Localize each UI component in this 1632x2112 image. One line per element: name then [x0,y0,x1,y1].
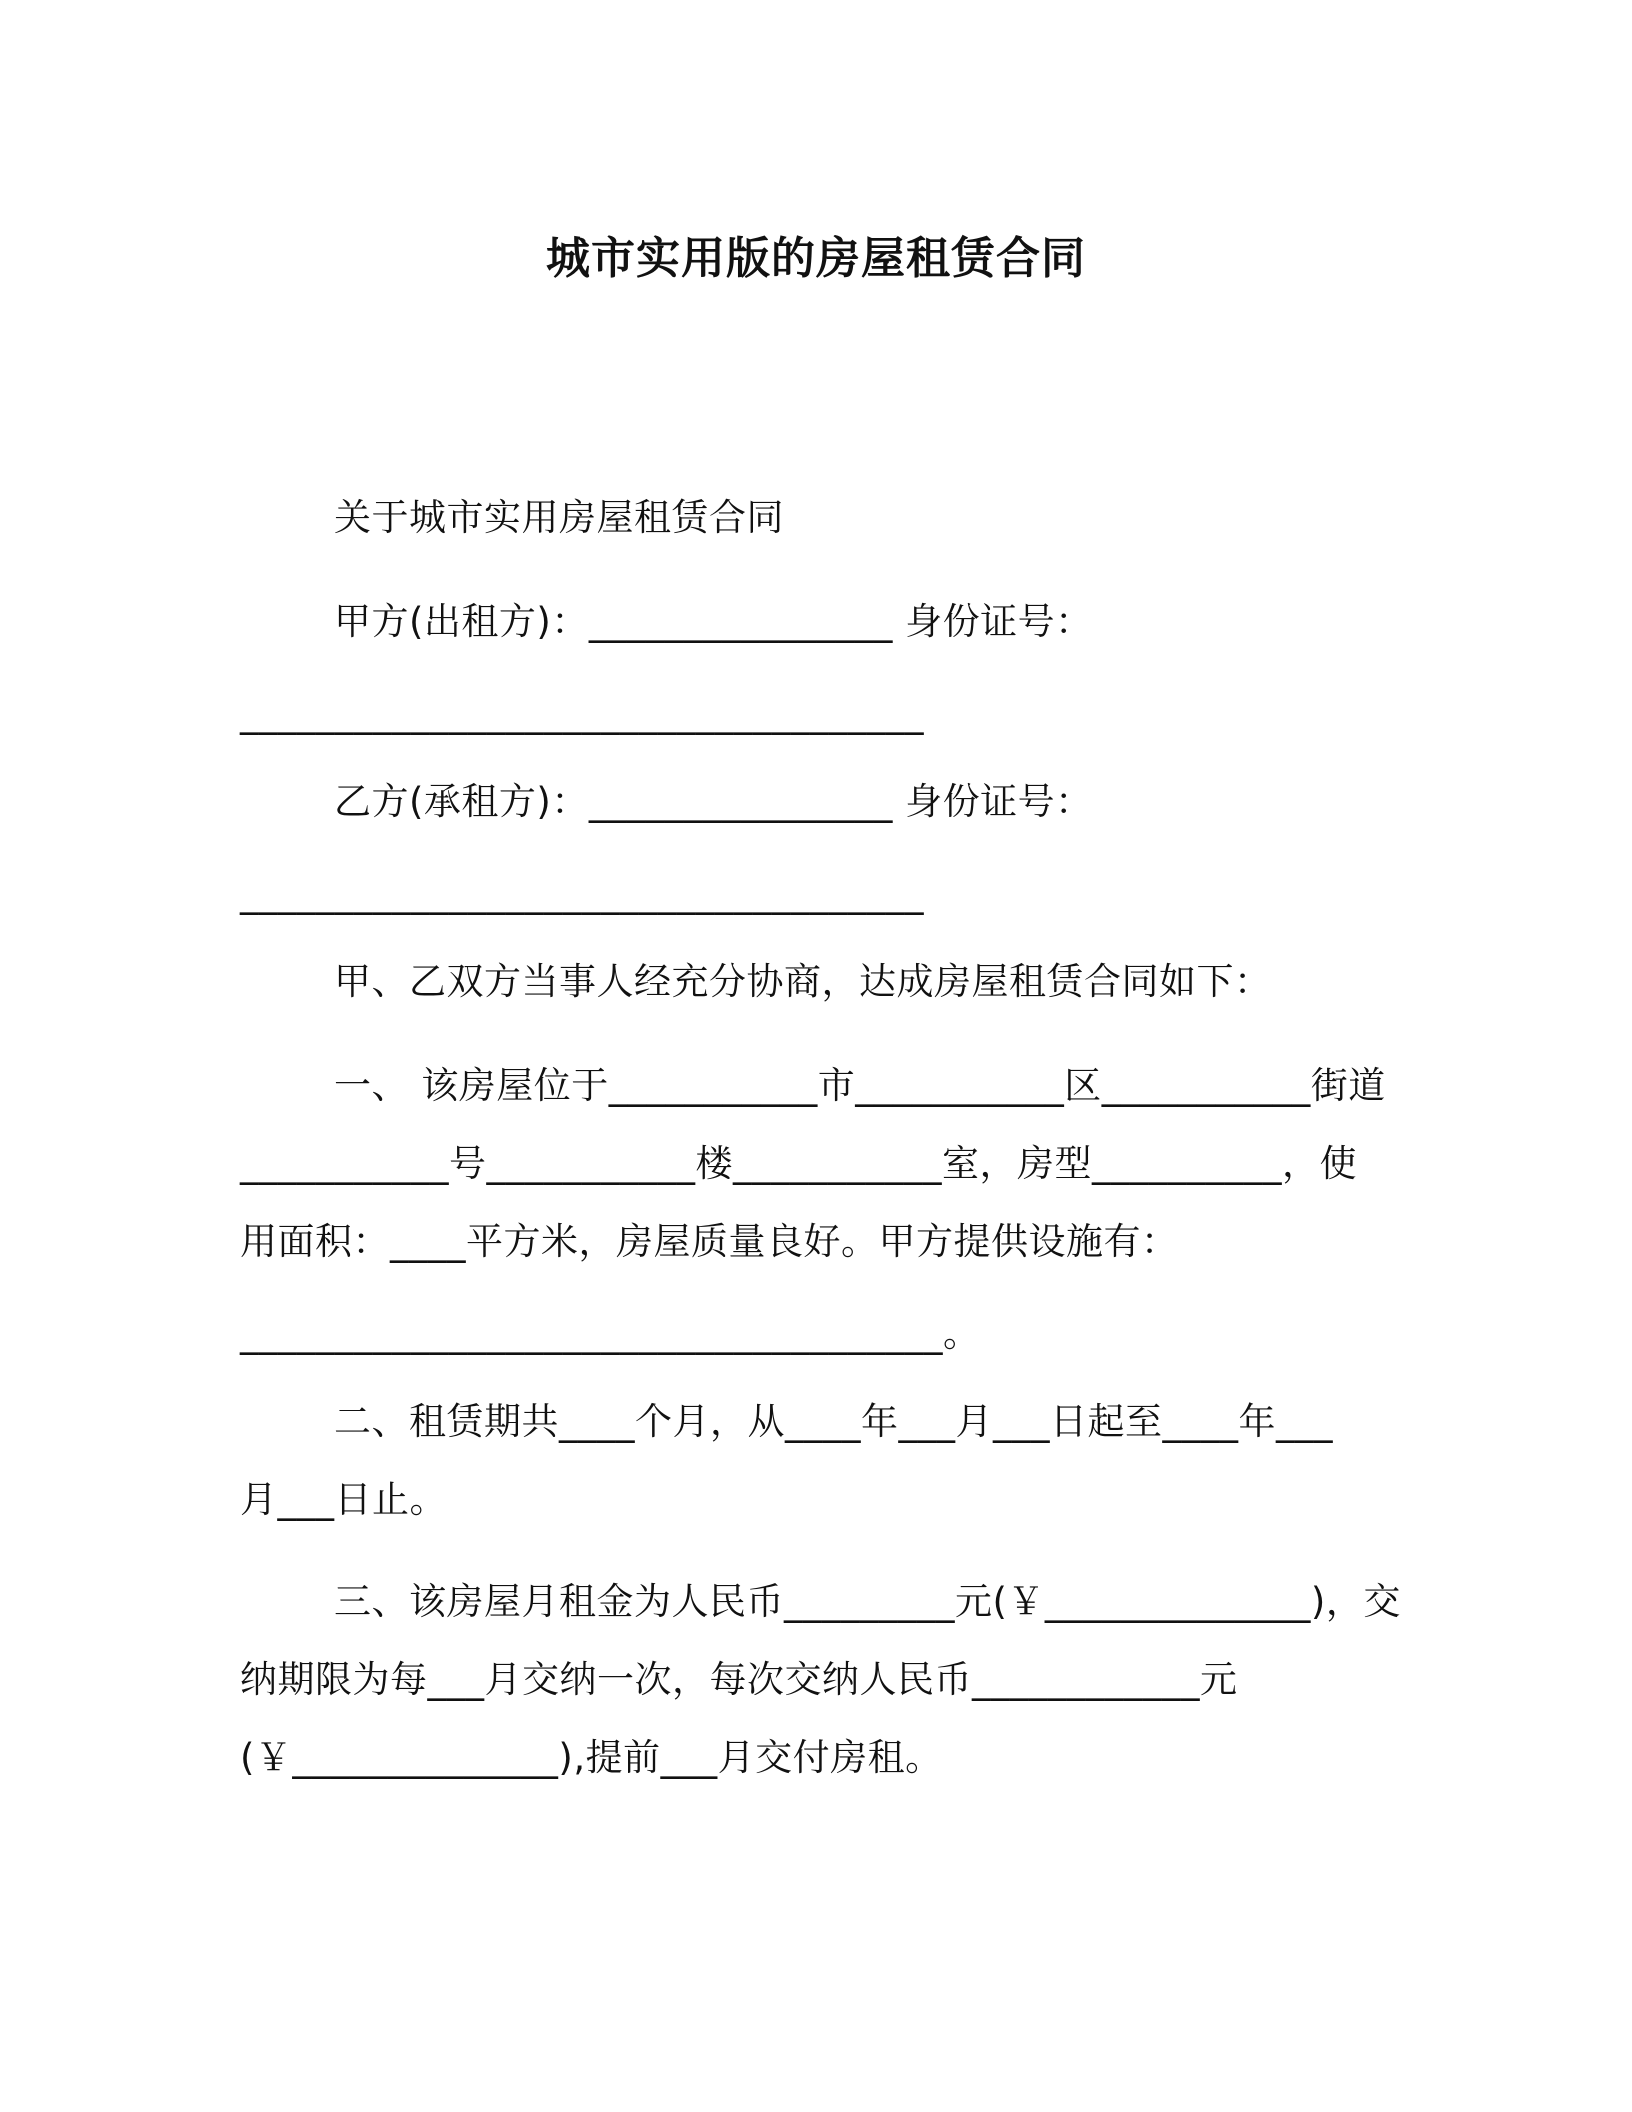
clause-1-line-3: 用面积：____平方米，房屋质量良好。甲方提供设施有： [240,1220,1179,1263]
clause-2-line-2: 月___日止。 [240,1478,447,1521]
clause-1-line-2: ___________号___________楼___________室，房型__________，使 [240,1142,1357,1185]
clause-3-line-2: 纳期限为每___月交纳一次，每次交纳人民币____________元 [240,1658,1238,1701]
party-a-id-blank: ____________________________________ [240,692,924,735]
party-b-id-blank: ____________________________________ [240,872,924,915]
party-a-line: 甲方(出租方)：________________ 身份证号： [334,600,1093,643]
clause-3-line-1: 三、该房屋月租金为人民币_________元(￥______________)，交 [334,1580,1401,1623]
clause-1-line-4: _____________________________________。 [240,1312,981,1355]
clause-1-line-1: 一、 该房屋位于___________市___________区___________街道 [334,1064,1386,1107]
subtitle-line: 关于城市实用房屋租赁合同 [334,496,784,539]
document-title: 城市实用版的房屋租赁合同 [546,233,1086,284]
party-b-line: 乙方(承租方)：________________ 身份证号： [334,780,1093,823]
clause-3-line-3: (￥______________),提前___月交付房租。 [240,1736,943,1779]
clause-2-line-1: 二、租赁期共____个月，从____年___月___日起至____年___ [334,1400,1333,1443]
agreement-intro: 甲、乙双方当事人经充分协商，达成房屋租赁合同如下： [334,960,1272,1003]
